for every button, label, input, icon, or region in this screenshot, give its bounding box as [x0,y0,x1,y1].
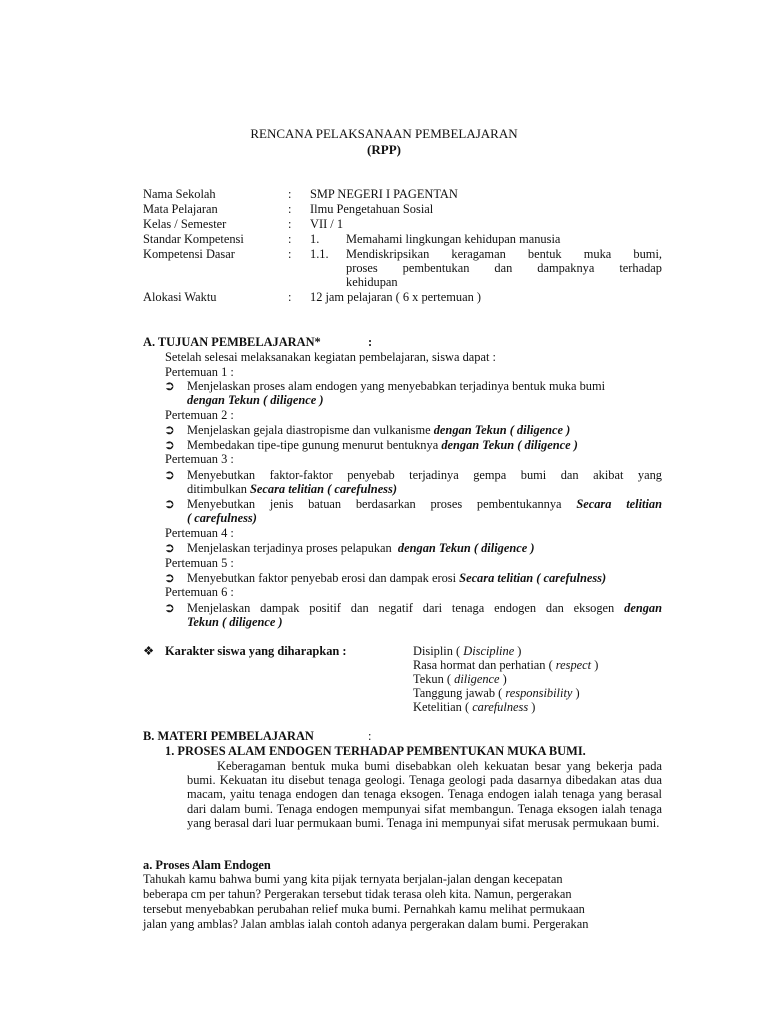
objective-text: Menyebutkan faktor penyebab erosi dan dampak erosi [187,571,457,585]
section-a-colon: : [368,335,373,349]
karakter-item: Disiplin ( Discipline ) [413,644,522,658]
label-nama-sekolah: Nama Sekolah [143,187,216,201]
karakter-item-id: Disiplin [413,644,453,658]
colon: : [288,187,292,201]
objective-trait: dengan Tekun ( diligence ) [187,393,324,407]
label-standar-kompetensi: Standar Kompetensi [143,232,244,246]
arrow-bullet-icon: ➲ [164,467,175,482]
karakter-item-en: carefulness [472,700,529,714]
arrow-bullet-icon: ➲ [164,570,175,585]
karakter-label: Karakter siswa yang diharapkan : [165,644,347,658]
value-standar-kompetensi: Memahami lingkungan kehidupan manusia [346,232,561,246]
arrow-bullet-icon: ➲ [164,540,175,555]
arrow-bullet-icon: ➲ [164,378,175,393]
objective-line [187,438,578,452]
paragraph-line: tersebut menyebabkan perubahan relief muka bumi. Pernahkah kamu melihat permukaan [143,902,585,916]
karakter-item: Ketelitian ( carefulness ) [413,700,536,714]
objective-line [187,497,662,511]
section-a-heading: A. TUJUAN PEMBELAJARAN* [143,335,321,349]
arrow-bullet-icon: ➲ [164,437,175,452]
objective-trait: Secara telitian ( carefulness) [459,571,607,585]
colon: : [288,217,292,231]
document-title: RENCANA PELAKSANAAN PEMBELAJARAN [250,126,518,141]
objective-text: Menjelaskan terjadinya proses pelapukan [187,541,392,555]
objective-line [187,541,534,555]
section-a-intro: Setelah selesai melaksanakan kegiatan pembelajaran, siswa dapat : [165,350,496,364]
karakter-item-id: Rasa hormat dan perhatian [413,658,546,672]
diamond-bullet-icon: ❖ [143,644,155,658]
objective-text: Menjelaskan dampak positif dan negatif dari tenaga endogen dan eksogen [187,601,615,615]
karakter-item: Tanggung jawab ( responsibility ) [413,686,580,700]
paragraph-line: Tahukah kamu bahwa bumi yang kita pijak ternyata berjalan-jalan dengan kecepatan [143,872,563,886]
objective-text: Membedakan tipe-tipe gunung menurut bentuknya [187,438,439,452]
value-kompetensi-dasar-line1: Mendiskripsikan keragaman bentuk muka bumi, [346,247,662,261]
objective-trait: Secara telitian ( carefulness) [250,482,397,496]
objective-text: Menjelaskan gejala diastropisme dan vulkanisme [187,423,431,437]
colon: : [288,247,292,261]
karakter-item-en: diligence [454,672,500,686]
karakter-item-en: responsibility [505,686,573,700]
objective-trait: Tekun ( diligence ) [187,615,283,629]
objective-trait: dengan Tekun ( diligence ) [433,423,571,437]
objective-line [187,601,662,615]
meeting-3-label: Pertemuan 3 : [165,452,234,466]
objective-text: Menyebutkan jenis batuan berdasarkan proses pembentukannya [187,497,562,511]
karakter-item-id: Tekun [413,672,444,686]
number-standar-kompetensi: 1. [310,232,320,246]
objective-trait: dengan [624,601,662,615]
objective-line [187,571,606,585]
karakter-item: Tekun ( diligence ) [413,672,507,686]
objective-trait: ( carefulness) [187,511,257,525]
objective-trait: dengan Tekun ( diligence ) [441,438,578,452]
arrow-bullet-icon: ➲ [164,600,175,615]
meeting-5-label: Pertemuan 5 : [165,556,234,570]
value-alokasi-waktu: 12 jam pelajaran ( 6 x pertemuan ) [310,290,481,304]
subheading-proses-alam-endogen: a. Proses Alam Endogen [143,858,271,872]
objective-text: Menjelaskan proses alam endogen yang menyebabkan terjadinya bentuk muka bumi [187,379,606,393]
colon: : [288,290,292,304]
paragraph-line: jalan yang amblas? Jalan amblas ialah contoh adanya pergerakan dalam bumi. Pergerakan [143,917,589,931]
value-kompetensi-dasar-line2: proses pembentukan dan dampaknya terhadap [346,261,662,275]
section-b-colon: : [368,729,372,743]
karakter-item-en: Discipline [463,644,515,658]
objective-line [187,482,397,496]
value-kelas-semester: VII / 1 [310,217,344,231]
meeting-1-label: Pertemuan 1 : [165,365,234,379]
colon: : [288,232,292,246]
meeting-2-label: Pertemuan 2 : [165,408,234,422]
label-mata-pelajaran: Mata Pelajaran [143,202,218,216]
karakter-item: Rasa hormat dan perhatian ( respect ) [413,658,599,672]
objective-trait: Secara telitian [576,497,663,511]
document-subtitle: (RPP) [367,142,401,157]
label-kelas-semester: Kelas / Semester [143,217,227,231]
paragraph-geologi: Keberagaman bentuk muka bumi disebabkan oleh kekuatan besar yang bekerja pada bumi. Kekuatan itu disebut tenaga geologi. Tenaga geologi pada dasarnya dibedakan atas dua macam, yaitu tenaga endogen dan tenaga eksogen. Tenaga endogen ialah tenaga yang berasal dari dalam bumi. Tenaga endogen mempunyai sifat membangun. Tenaga eksogen ialah tenaga yang berasal dari luar permukaan bumi. Tenaga ini mempunyai sifat merusak permukaan bumi. [187,759,662,830]
value-nama-sekolah: SMP NEGERI I PAGENTAN [310,187,458,201]
label-kompetensi-dasar: Kompetensi Dasar [143,247,235,261]
value-kompetensi-dasar-line3: kehidupan [346,275,398,289]
label-alokasi-waktu: Alokasi Waktu [143,290,217,304]
section-b-subheading-1: 1. PROSES ALAM ENDOGEN TERHADAP PEMBENTUKAN MUKA BUMI. [165,744,586,758]
objective-text: ditimbulkan [187,482,247,496]
section-b-heading: B. MATERI PEMBELAJARAN [143,729,314,743]
objective-trait: dengan Tekun ( diligence ) [397,541,535,555]
value-mata-pelajaran: Ilmu Pengetahuan Sosial [310,202,434,216]
karakter-item-id: Ketelitian [413,700,462,714]
number-kompetensi-dasar: 1.1. [310,247,329,261]
colon: : [288,202,292,216]
paragraph-line: beberapa cm per tahun? Pergerakan tersebut tidak terasa oleh kita. Namun, pergerakan [143,887,572,901]
karakter-item-id: Tanggung jawab [413,686,496,700]
arrow-bullet-icon: ➲ [164,496,175,511]
meeting-4-label: Pertemuan 4 : [165,526,234,540]
objective-line [187,423,570,437]
meeting-6-label: Pertemuan 6 : [165,585,234,599]
arrow-bullet-icon: ➲ [164,422,175,437]
karakter-item-en: respect [555,658,592,672]
objective-text: Menyebutkan faktor-faktor penyebab terjadinya gempa bumi dan akibat yang [187,468,662,482]
